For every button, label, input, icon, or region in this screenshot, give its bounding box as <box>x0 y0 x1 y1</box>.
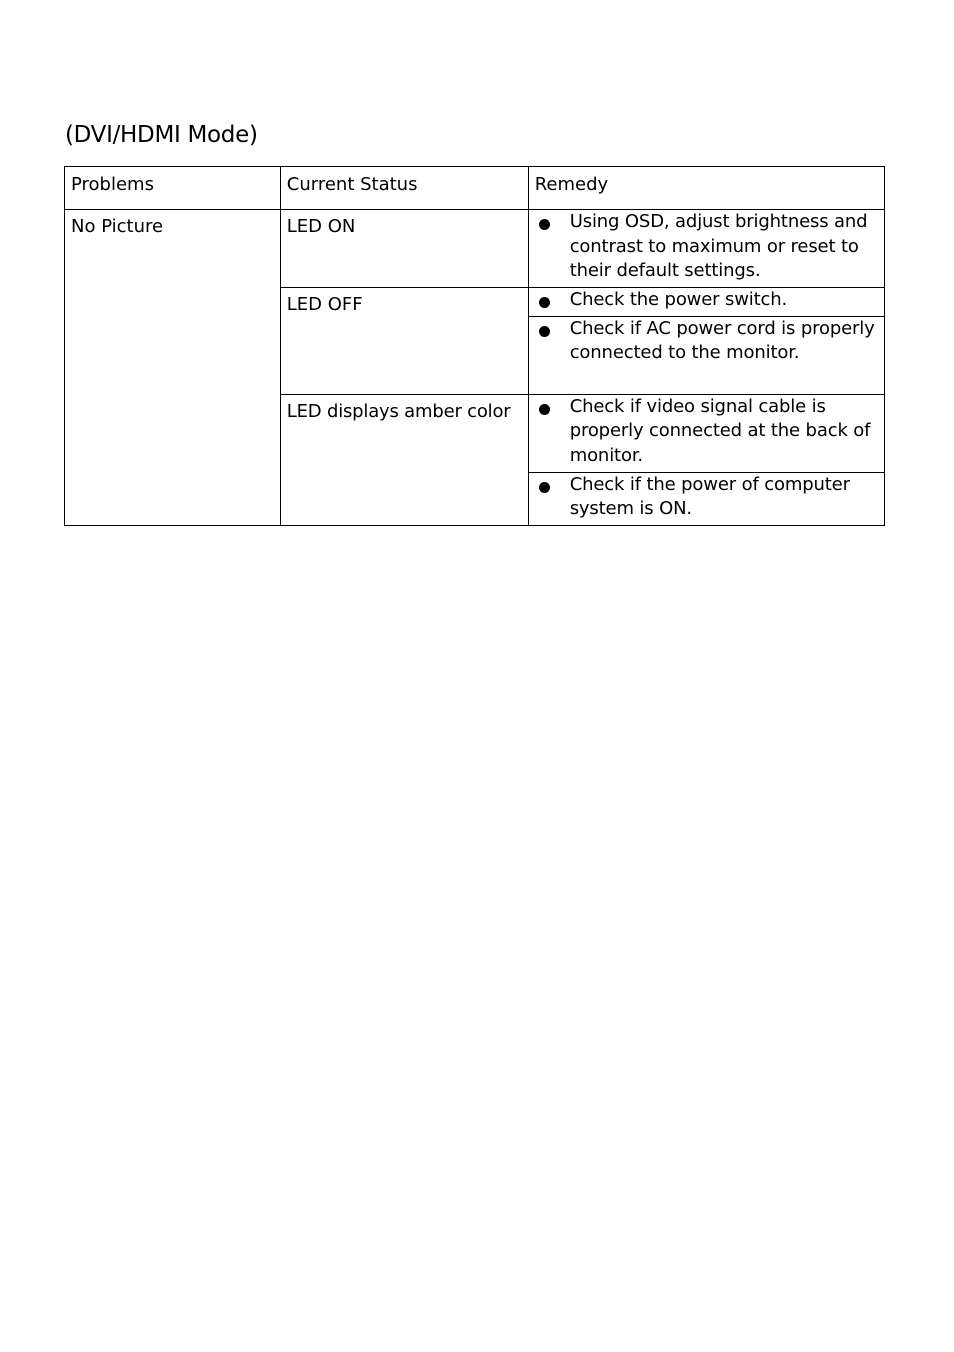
remedy-item <box>529 395 884 472</box>
remedy-text: Check the power switch. <box>569 289 788 310</box>
remedy-item <box>529 210 884 287</box>
remedy-item <box>529 473 884 525</box>
bullet-icon <box>539 404 550 415</box>
header-problems-label: Problems <box>71 174 154 195</box>
remedy-text: Check if the power of computer system is ON. <box>569 473 850 519</box>
header-problems <box>65 167 281 210</box>
remedy-item <box>529 288 884 316</box>
bullet-icon <box>539 297 550 308</box>
problem-cell <box>65 210 281 526</box>
remedy-text: Using OSD, adjust brightness and contrast to maximum or reset to their default settings. <box>569 211 868 281</box>
remedy-cell <box>528 472 884 525</box>
remedy-cell <box>528 316 884 394</box>
problem-no-picture: No Picture <box>71 216 164 237</box>
troubleshooting-table <box>64 166 885 526</box>
bullet-icon <box>539 326 550 337</box>
status-cell <box>280 210 528 288</box>
status-cell <box>280 288 528 395</box>
status-cell <box>280 394 528 525</box>
status-led-on: LED ON <box>286 216 356 237</box>
table-row <box>65 210 885 288</box>
remedy-text: Check if AC power cord is properly connected to the monitor. <box>569 317 875 363</box>
header-current-status-label: Current Status <box>286 174 418 195</box>
bullet-icon <box>539 219 550 230</box>
header-current-status <box>280 167 528 210</box>
status-led-amber: LED displays amber color <box>286 400 511 422</box>
remedy-cell <box>528 288 884 317</box>
table-header-row <box>65 167 885 210</box>
remedy-cell <box>528 210 884 288</box>
header-remedy-label: Remedy <box>534 174 609 195</box>
bullet-icon <box>539 482 550 493</box>
remedy-text: Check if video signal cable is properly connected at the back of monitor. <box>569 395 871 466</box>
remedy-item <box>529 317 884 369</box>
section-heading: (DVI/HDMI Mode) <box>65 122 258 148</box>
status-led-off: LED OFF <box>286 294 363 315</box>
header-remedy <box>528 167 884 210</box>
remedy-cell <box>528 394 884 472</box>
